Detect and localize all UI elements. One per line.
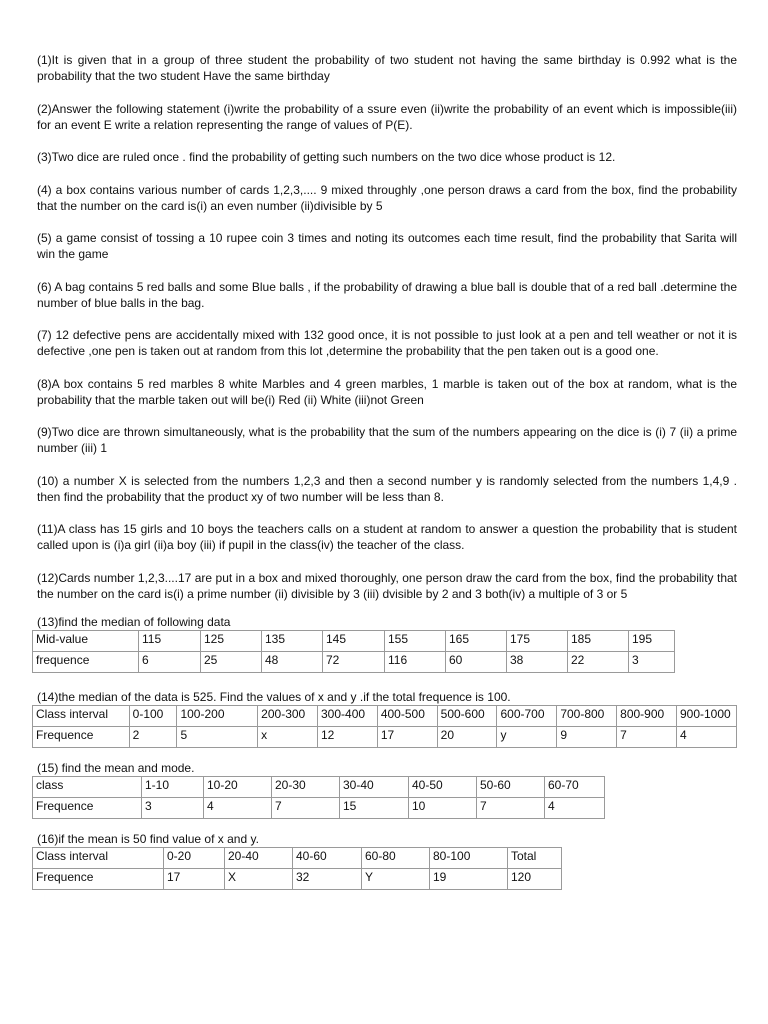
table-cell: Total bbox=[508, 847, 562, 868]
table-cell: 145 bbox=[323, 630, 385, 651]
table-cell: 12 bbox=[318, 726, 378, 747]
table-row bbox=[33, 705, 737, 726]
table-header-cell: class bbox=[33, 776, 142, 797]
table-cell: 32 bbox=[293, 868, 362, 889]
question-12: (12)Cards number 1,2,3....17 are put in a box and mixed thoroughly, one person draw the card from the box, find the probability that the number on the card is(i) a prime number (ii) divisible by 3 (iii) dvisible by 2 and 3 both(iv) a multiple of 3 or 5 bbox=[37, 570, 737, 601]
table-16 bbox=[32, 847, 562, 890]
table-cell: 38 bbox=[507, 651, 568, 672]
table-cell: 0-20 bbox=[164, 847, 225, 868]
question-11: (11)A class has 15 girls and 10 boys the teachers calls on a student at random to answer a question the probability that is student called upon is (i)a girl (ii)a boy (iii) if pupil in the class(iv) the teacher of the class. bbox=[37, 522, 737, 552]
table-cell: 60 bbox=[446, 651, 507, 672]
table-cell: 6 bbox=[139, 651, 201, 672]
table-cell: 20 bbox=[437, 726, 497, 747]
table-cell: 1-10 bbox=[142, 776, 204, 797]
table-cell: X bbox=[225, 868, 293, 889]
table-cell: 125 bbox=[201, 630, 262, 651]
table-cell: 25 bbox=[201, 651, 262, 672]
table-cell: 48 bbox=[262, 651, 323, 672]
table-cell: 3 bbox=[142, 797, 204, 818]
question-5: (5) a game consist of tossing a 10 rupee coin 3 times and noting its outcomes each time result, find the probability that Sarita will win the game bbox=[37, 231, 737, 261]
table-cell: 4 bbox=[676, 726, 736, 747]
table-cell: 3 bbox=[629, 651, 675, 672]
question-14-title: (14)the median of the data is 525. Find the values of x and y .if the total frequence is 100. bbox=[37, 689, 511, 704]
question-15-title: (15) find the mean and mode. bbox=[37, 760, 195, 775]
table-cell: 4 bbox=[204, 797, 272, 818]
table-cell: 7 bbox=[272, 797, 340, 818]
table-cell: 17 bbox=[164, 868, 225, 889]
table-cell: 10 bbox=[409, 797, 477, 818]
table-row bbox=[33, 776, 605, 797]
table-cell: 4 bbox=[545, 797, 605, 818]
table-13 bbox=[32, 630, 675, 673]
table-cell: 115 bbox=[139, 630, 201, 651]
table-cell: 600-700 bbox=[497, 705, 557, 726]
question-3: (3)Two dice are ruled once . find the probability of getting such numbers on the two dice whose product is 12. bbox=[37, 150, 616, 164]
table-cell: 19 bbox=[430, 868, 508, 889]
question-2: (2)Answer the following statement (i)write the probability of a ssure even (ii)write the probability of an event which is impossible(iii) for an event E write a relation representing the range of values of P(E). bbox=[37, 101, 737, 132]
table-row bbox=[33, 651, 675, 672]
table-header-cell: Frequence bbox=[33, 797, 142, 818]
table-cell: 60-80 bbox=[362, 847, 430, 868]
table-cell: 500-600 bbox=[437, 705, 497, 726]
table-cell: 195 bbox=[629, 630, 675, 651]
table-cell: Y bbox=[362, 868, 430, 889]
table-cell: 185 bbox=[568, 630, 629, 651]
table-header-cell: Mid-value bbox=[33, 630, 139, 651]
table-row bbox=[33, 630, 675, 651]
question-10: (10) a number X is selected from the numbers 1,2,3 and then a second number y is randomly selected from the numbers 1,4,9 . then find the probability that the product xy of two number will be less than 8. bbox=[37, 473, 737, 504]
table-header-cell: Frequence bbox=[33, 726, 130, 747]
table-row bbox=[33, 847, 562, 868]
table-cell: 155 bbox=[385, 630, 446, 651]
table-cell: 17 bbox=[377, 726, 437, 747]
question-13-title: (13)find the median of following data bbox=[37, 614, 231, 629]
table-cell: y bbox=[497, 726, 557, 747]
table-cell: 20-30 bbox=[272, 776, 340, 797]
worksheet-page bbox=[37, 52, 737, 890]
table-cell: 80-100 bbox=[430, 847, 508, 868]
table-header-cell: Frequence bbox=[33, 868, 164, 889]
table-header-cell: frequence bbox=[33, 651, 139, 672]
table-cell: 40-60 bbox=[293, 847, 362, 868]
table-cell: 200-300 bbox=[258, 705, 318, 726]
table-cell: 300-400 bbox=[318, 705, 378, 726]
table-cell: 165 bbox=[446, 630, 507, 651]
question-16-title: (16)if the mean is 50 find value of x and y. bbox=[37, 831, 259, 846]
table-cell: 2 bbox=[129, 726, 177, 747]
table-cell: 72 bbox=[323, 651, 385, 672]
table-row bbox=[33, 868, 562, 889]
table-cell: 40-50 bbox=[409, 776, 477, 797]
table-cell: 0-100 bbox=[129, 705, 177, 726]
table-cell: 800-900 bbox=[617, 705, 677, 726]
table-cell: 120 bbox=[508, 868, 562, 889]
table-cell: 50-60 bbox=[477, 776, 545, 797]
table-cell: x bbox=[258, 726, 318, 747]
table-cell: 30-40 bbox=[340, 776, 409, 797]
table-cell: 15 bbox=[340, 797, 409, 818]
table-header-cell: Class interval bbox=[33, 705, 130, 726]
table-cell: 60-70 bbox=[545, 776, 605, 797]
table-cell: 100-200 bbox=[177, 705, 258, 726]
table-cell: 9 bbox=[557, 726, 617, 747]
table-header-cell: Class interval bbox=[33, 847, 164, 868]
question-4: (4) a box contains various number of cards 1,2,3,.... 9 mixed throughly ,one person draws a card from the box, find the probability that the number on the card is(i) an even number (ii)divisible by 5 bbox=[37, 182, 737, 213]
table-14 bbox=[32, 705, 737, 748]
table-cell: 700-800 bbox=[557, 705, 617, 726]
table-cell: 135 bbox=[262, 630, 323, 651]
table-cell: 116 bbox=[385, 651, 446, 672]
table-cell: 7 bbox=[477, 797, 545, 818]
table-cell: 20-40 bbox=[225, 847, 293, 868]
table-cell: 400-500 bbox=[377, 705, 437, 726]
table-cell: 175 bbox=[507, 630, 568, 651]
question-1: (1)It is given that in a group of three student the probability of two student not having the same birthday is 0.992 what is the probability that the two student Have the same birthday bbox=[37, 53, 737, 83]
question-9: (9)Two dice are thrown simultaneously, what is the probability that the sum of the numbers appearing on the dice is (i) 7 (ii) a prime number (iii) 1 bbox=[37, 425, 737, 455]
table-row bbox=[33, 726, 737, 747]
table-cell: 7 bbox=[617, 726, 677, 747]
question-8: (8)A box contains 5 red marbles 8 white Marbles and 4 green marbles, 1 marble is taken out of the box at random, what is the probability that the marble taken out will be(i) Red (ii) White (iii)not Green bbox=[37, 376, 737, 407]
table-row bbox=[33, 797, 605, 818]
question-7: (7) 12 defective pens are accidentally mixed with 132 good once, it is not possible to just look at a pen and tell weather or not it is defective ,one pen is taken out at random from this lot ,determine the probability that the pen taken out is a good one. bbox=[37, 328, 737, 358]
question-6: (6) A bag contains 5 red balls and some Blue balls , if the probability of drawing a blue ball is double that of a red ball .determine the number of blue balls in the bag. bbox=[37, 279, 737, 310]
table-cell: 5 bbox=[177, 726, 258, 747]
table-cell: 22 bbox=[568, 651, 629, 672]
table-cell: 10-20 bbox=[204, 776, 272, 797]
table-15 bbox=[32, 776, 605, 819]
table-cell: 900-1000 bbox=[676, 705, 736, 726]
